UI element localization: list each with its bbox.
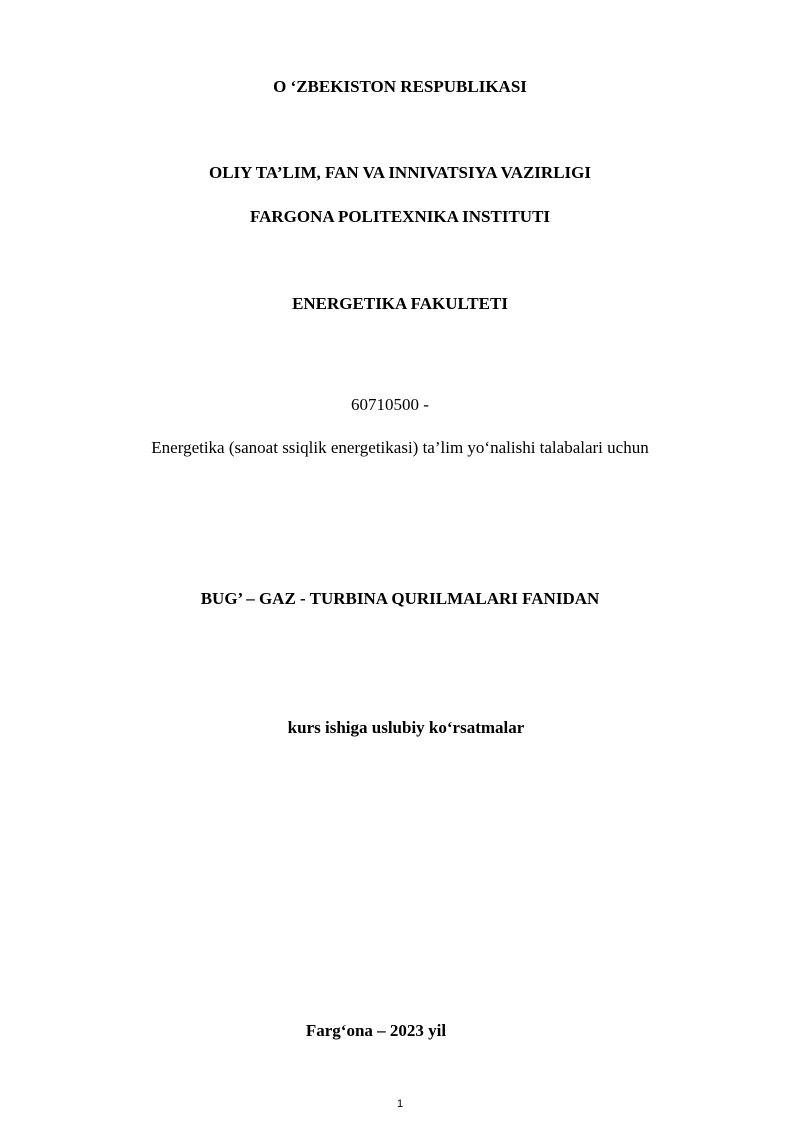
country-heading: O ‘ZBEKISTON RESPUBLIKASI <box>273 77 527 96</box>
faculty-heading: ENERGETIKA FAKULTETI <box>292 294 508 313</box>
subject-title: BUG’ – GAZ - TURBINA QURILMALARI FANIDAN <box>200 589 600 608</box>
institute-heading: FARGONA POLITEXNIKA INSTITUTI <box>249 207 551 226</box>
subject-subtitle: kurs ishiga uslubiy ko‘rsatmalar <box>287 718 525 737</box>
place-year: Farg‘ona – 2023 yil <box>305 1021 447 1040</box>
page-number: 1 <box>396 1098 404 1110</box>
ministry-heading: OLIY TA’LIM, FAN VA INNIVATSIYA VAZIRLIGI <box>209 163 591 182</box>
program-code: 60710500 - <box>351 395 429 414</box>
program-description: Energetika (sanoat ssiqlik energetikasi) ta’lim yo‘nalishi talabalari uchun <box>151 438 649 457</box>
